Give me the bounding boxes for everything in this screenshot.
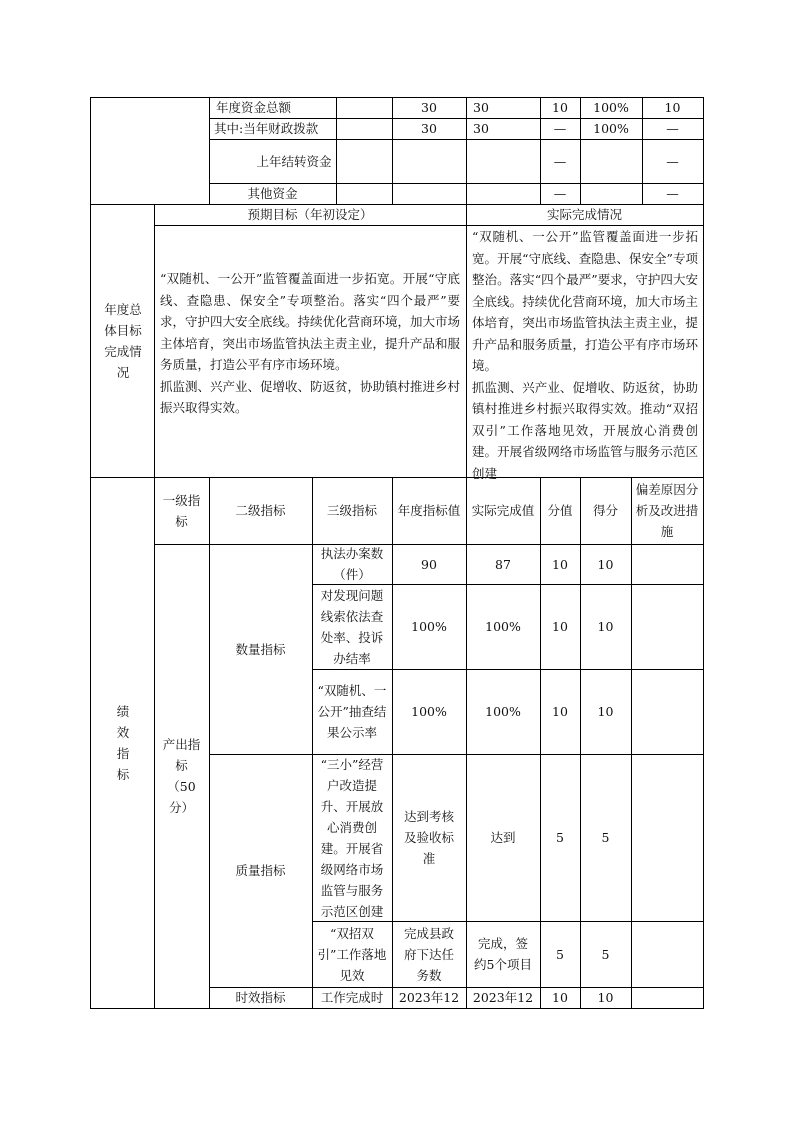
indicator-got: 10	[597, 619, 614, 634]
group-quantity: 数量指标	[235, 641, 286, 657]
funds-rate: 100%	[593, 121, 629, 136]
funds-got: —	[666, 153, 679, 169]
indicator-target: 2023年12	[398, 990, 460, 1005]
indicator-name: “双随机、一公开”抽查结果公示率	[317, 683, 387, 740]
header-target: 年度指标值	[397, 503, 461, 518]
indicator-weight: 10	[552, 990, 568, 1005]
indicator-target: 100%	[411, 619, 447, 634]
indicator-actual: 完成，签约5个项目	[474, 936, 532, 972]
expected-goal-paragraph: 抓监测、兴产业、促增收、防返贫，协助镇村推进乡村振兴取得实效。	[160, 378, 461, 415]
indicator-weight: 10	[552, 556, 568, 572]
indicator-got: 5	[601, 830, 610, 845]
funds-got: 10	[664, 100, 681, 115]
header-weight: 分值	[547, 503, 573, 518]
indicator-got: 10	[597, 556, 614, 572]
funds-got: —	[666, 186, 679, 201]
header-level1: 一级指标	[162, 492, 201, 529]
indicator-got: 10	[597, 704, 614, 719]
funds-label: 其中:当年财政拨款	[214, 121, 319, 136]
funds-score: —	[553, 121, 567, 136]
goals-side-label: 年度总体目标完成情况	[104, 301, 142, 380]
indicator-name: 执法办案数（件）	[320, 546, 384, 582]
funds-got: —	[666, 121, 679, 136]
funds-label: 其他资金	[247, 186, 298, 201]
perf-side-label: 绩效指标	[116, 703, 130, 782]
indicator-actual: 2023年12	[472, 990, 534, 1005]
funds-label: 年度资金总额	[216, 100, 292, 115]
actual-header: 实际完成情况	[546, 207, 622, 222]
funds-score: 10	[552, 100, 568, 115]
funds-score: —	[553, 153, 567, 169]
indicator-actual: 100%	[485, 619, 521, 634]
funds-rate: 100%	[593, 100, 629, 115]
indicator-actual: 100%	[485, 704, 521, 719]
header-level2: 二级指标	[235, 503, 286, 518]
indicator-target: 完成县政府下达任务数	[403, 925, 454, 983]
indicator-actual: 87	[495, 556, 511, 572]
header-reason: 偏差原因分析及改进措施	[635, 482, 699, 539]
indicator-target: 达到考核及验收标准	[403, 809, 454, 866]
indicator-name: 工作完成时	[320, 990, 384, 1005]
funds-budget: 30	[421, 100, 437, 115]
indicator-weight: 10	[552, 619, 568, 634]
expected-goal-paragraph: “双随机、一公开”监管覆盖面进一步拓宽。开展“守底线、查隐患、保安全”专项整治。落实“四个最严”要求，守护四大安全底线。持续优化营商环境，加大市场主体培育，突出市场监管执法主责主业，提升产品和服务质量，打造公平有序市场环境。	[160, 271, 461, 372]
funds-budget: 30	[421, 121, 437, 136]
funds-label: 上年结转资金	[256, 153, 332, 169]
indicator-target: 100%	[411, 704, 447, 719]
header-got: 得分	[592, 503, 618, 518]
expected-header: 预期目标（年初设定）	[247, 207, 373, 222]
header-actual: 实际完成值	[471, 503, 535, 518]
indicator-target: 90	[421, 556, 437, 572]
actual-result-paragraph: “双随机、一公开”监管覆盖面进一步拓宽。开展“守底线、查隐患、保安全”专项整治。落实“四个最严”要求，守护四大安全底线。持续优化营商环境，加大市场主体培育，突出市场监管执法主责主业，提升产品和服务质量，打造公平有序市场环境。	[472, 229, 698, 373]
actual-result-paragraph: 抓监测、兴产业、促增收、防返贫，协助镇村推进乡村振兴取得实效。推动“双招双引”工作落地见效，开展放心消费创建。开展省级网络市场监管与服务示范区创建	[472, 379, 698, 481]
indicator-name: “三小”经营户改造提升、开展放心消费创建。开展省级网络市场监管与服务示范区创建	[320, 756, 384, 919]
level1-output: 产出指标（50分）	[162, 737, 201, 815]
funds-executed: 30	[473, 100, 489, 115]
funds-score: —	[553, 186, 567, 201]
indicator-name: 对发现问题线索依法查处率、投诉办结率	[320, 587, 384, 666]
indicator-name: “双招双引”工作落地见效	[317, 925, 387, 983]
expected-goal-text	[160, 268, 460, 419]
funds-executed: 30	[473, 121, 489, 136]
actual-result-text	[472, 226, 698, 484]
indicator-weight: 10	[552, 704, 568, 719]
group-time: 时效指标	[235, 990, 286, 1005]
indicator-got: 10	[597, 990, 614, 1005]
indicator-weight: 5	[556, 946, 564, 962]
indicator-got: 5	[601, 946, 610, 962]
indicator-weight: 5	[556, 830, 564, 845]
group-quality: 质量指标	[235, 863, 286, 878]
header-level3: 三级指标	[326, 503, 377, 518]
indicator-actual: 达到	[490, 830, 516, 845]
